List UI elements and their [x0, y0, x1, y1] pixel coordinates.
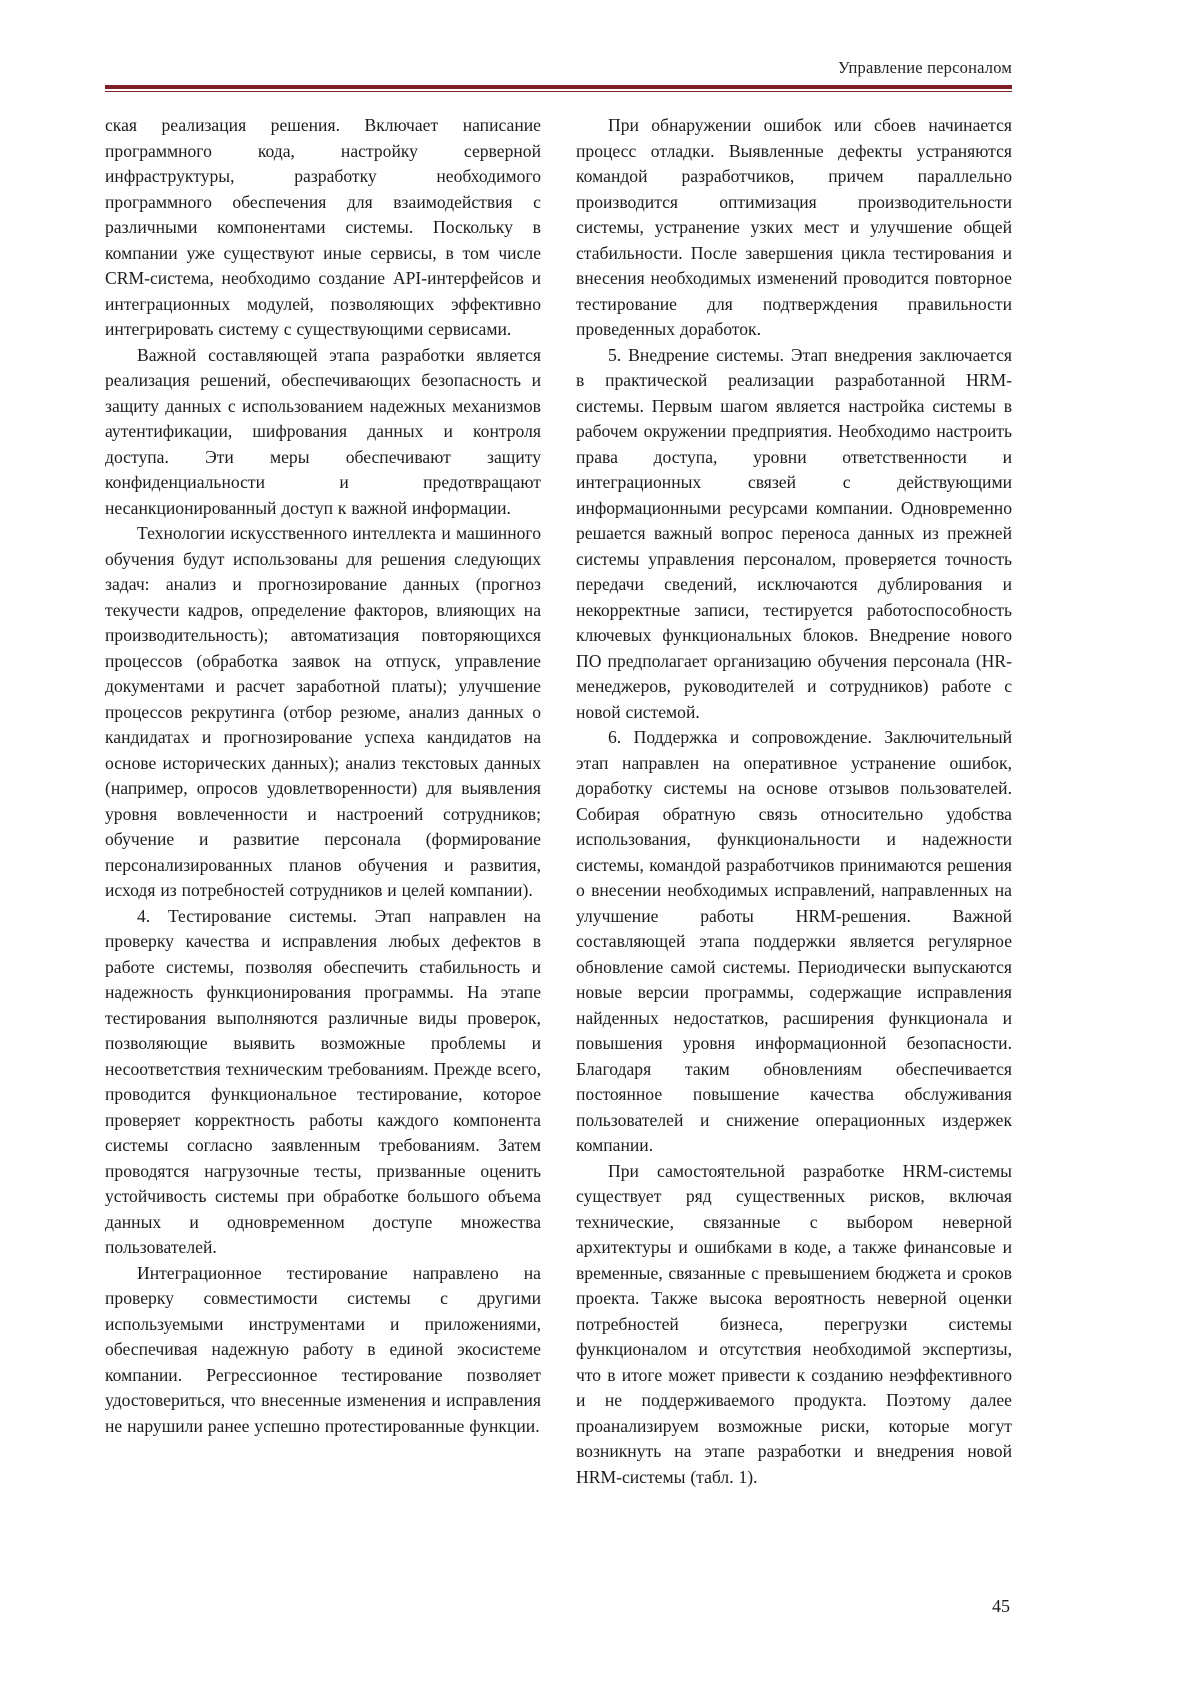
paragraph: Интеграционное тестирование направлено на проверку совместимости системы с другими используемыми инструментами и приложениями, обеспечивая надежную работу в единой экосистеме компании. Регрессионное тестирование позволяет удостовериться, что внесенные изменения и исправления не нарушили ранее успешно протестированные функции. — [105, 1262, 541, 1436]
paragraph: 5. Внедрение системы. Этап внедрения заключается в практической реализации разработанной HRM-системы. Первым шагом является настройка системы в рабочем окружении предприятия. Необходимо настроить права доступа, уровни ответственности и интеграционных связей с действующими информационными ресурсами компании. Одновременно решается важный вопрос переноса данных из прежней системы управления персоналом, проверяется точность передачи сведений, исключаются дублирования и некорректные записи, тестируется работоспособность ключевых функциональных блоков. Внедрение нового ПО предполагает организацию обучения персонала (HR-менеджеров, руководителей и сотрудников) работе с новой системой. — [576, 344, 1012, 722]
paragraph: 6. Поддержка и сопровождение. Заключительный этап направлен на оперативное устранение ошибок, доработку системы на основе отзывов пользователей. Собирая обратную связь относительно удобства использования, функциональности и надежности системы, командой разработчиков принимаются решения о внесении необходимых исправлений, направленных на улучшение работы HRM-решения. Важной составляющей этапа поддержки является регулярное обновление самой системы. Периодически выпускаются новые версии программы, содержащие исправления найденных недостатков, расширения функционала и повышения уровня информационной безопасности. Благодаря таким обновлениям обеспечивается постоянное повышение качества обслуживания пользователей и снижение операционных издержек компании. — [576, 727, 1012, 1155]
paragraph: При самостоятельной разработке HRM-системы существует ряд существенных рисков, включая технические, связанные с выбором неверной архитектуры и ошибками в коде, а также финансовые и временные, связанные с превышением бюджета и сроков проекта. Также высока вероятность неверной оценки потребностей бизнеса, перегрузки системы функционалом и отсутствия необходимой экспертизы, что в итоге может привести к созданию неэффективного и не поддерживаемого продукта. Поэтому далее проанализируем возможные риски, которые могут возникнуть на этапе разработки и внедрения новой HRM-системы (табл. 1). — [576, 1160, 1012, 1487]
header-rule — [105, 85, 1012, 92]
paragraph: 4. Тестирование системы. Этап направлен на проверку качества и исправления любых дефектов в работе системы, позволяя обеспечить стабильность и надежность функционирования программы. На этапе тестирования выполняются различные виды проверок, позволяющие выявить возможные проблемы и несоответствия техническим требованиям. Прежде всего, проводится функциональное тестирование, которое проверяет корректность работы каждого компонента системы согласно заявленным требованиям. Затем проводятся нагрузочные тесты, призванные оценить устойчивость системы при обработке большого объема данных и одновременном доступе множества пользователей. — [105, 905, 541, 1257]
paragraph: При обнаружении ошибок или сбоев начинается процесс отладки. Выявленные дефекты устраняются командой разработчиков, причем параллельно производится оптимизация производительности системы, устранение узких мест и улучшение общей стабильности. После завершения цикла тестирования и внесения необходимых изменений проводится повторное тестирование для подтверждения правильности проведенных доработок. — [576, 115, 1012, 339]
text-column-left — [105, 113, 541, 1490]
text-column-right — [576, 113, 1012, 1490]
header-rule-thin-line — [105, 91, 1012, 92]
paragraph: ская реализация решения. Включает написание программного кода, настройку серверной инфраструктуры, разработку необходимого программного обеспечения для взаимодействия с различными компонентами системы. Поскольку в компании уже существуют иные сервисы, в том числе CRM-система, необходимо создание API-интерфейсов и интеграционных модулей, позволяющих эффективно интегрировать систему с существующими сервисами. — [105, 115, 541, 339]
page-number: 45 — [992, 1596, 1010, 1616]
header-rule-thick-line — [105, 85, 1012, 89]
paragraph: Технологии искусственного интеллекта и машинного обучения будут использованы для решения следующих задач: анализ и прогнозирование данных (прогноз текучести кадров, определение факторов, влияющих на производительность); автоматизация повторяющихся процессов (обработка заявок на отпуск, управление документами и расчет заработной платы); улучшение процессов рекрутинга (отбор резюме, анализ данных о кандидатах и прогнозирование успеха кандидатов на основе исторических данных); анализ текстовых данных (например, опросов удовлетворенности) для выявления уровня вовлеченности и настроений сотрудников; обучение и развитие персонала (формирование персонализированных планов обучения и развития, исходя из потребностей сотрудников и целей компании). — [105, 523, 541, 900]
running-header: Управление персоналом — [838, 58, 1012, 77]
article-body — [105, 113, 1012, 1490]
paragraph: Важной составляющей этапа разработки является реализация решений, обеспечивающих безопасность и защиту данных с использованием надежных механизмов аутентификации, шифрования данных и контроля доступа. Эти меры обеспечивают защиту конфиденциальности и предотвращают несанкционированный доступ к важной информации. — [105, 344, 541, 518]
